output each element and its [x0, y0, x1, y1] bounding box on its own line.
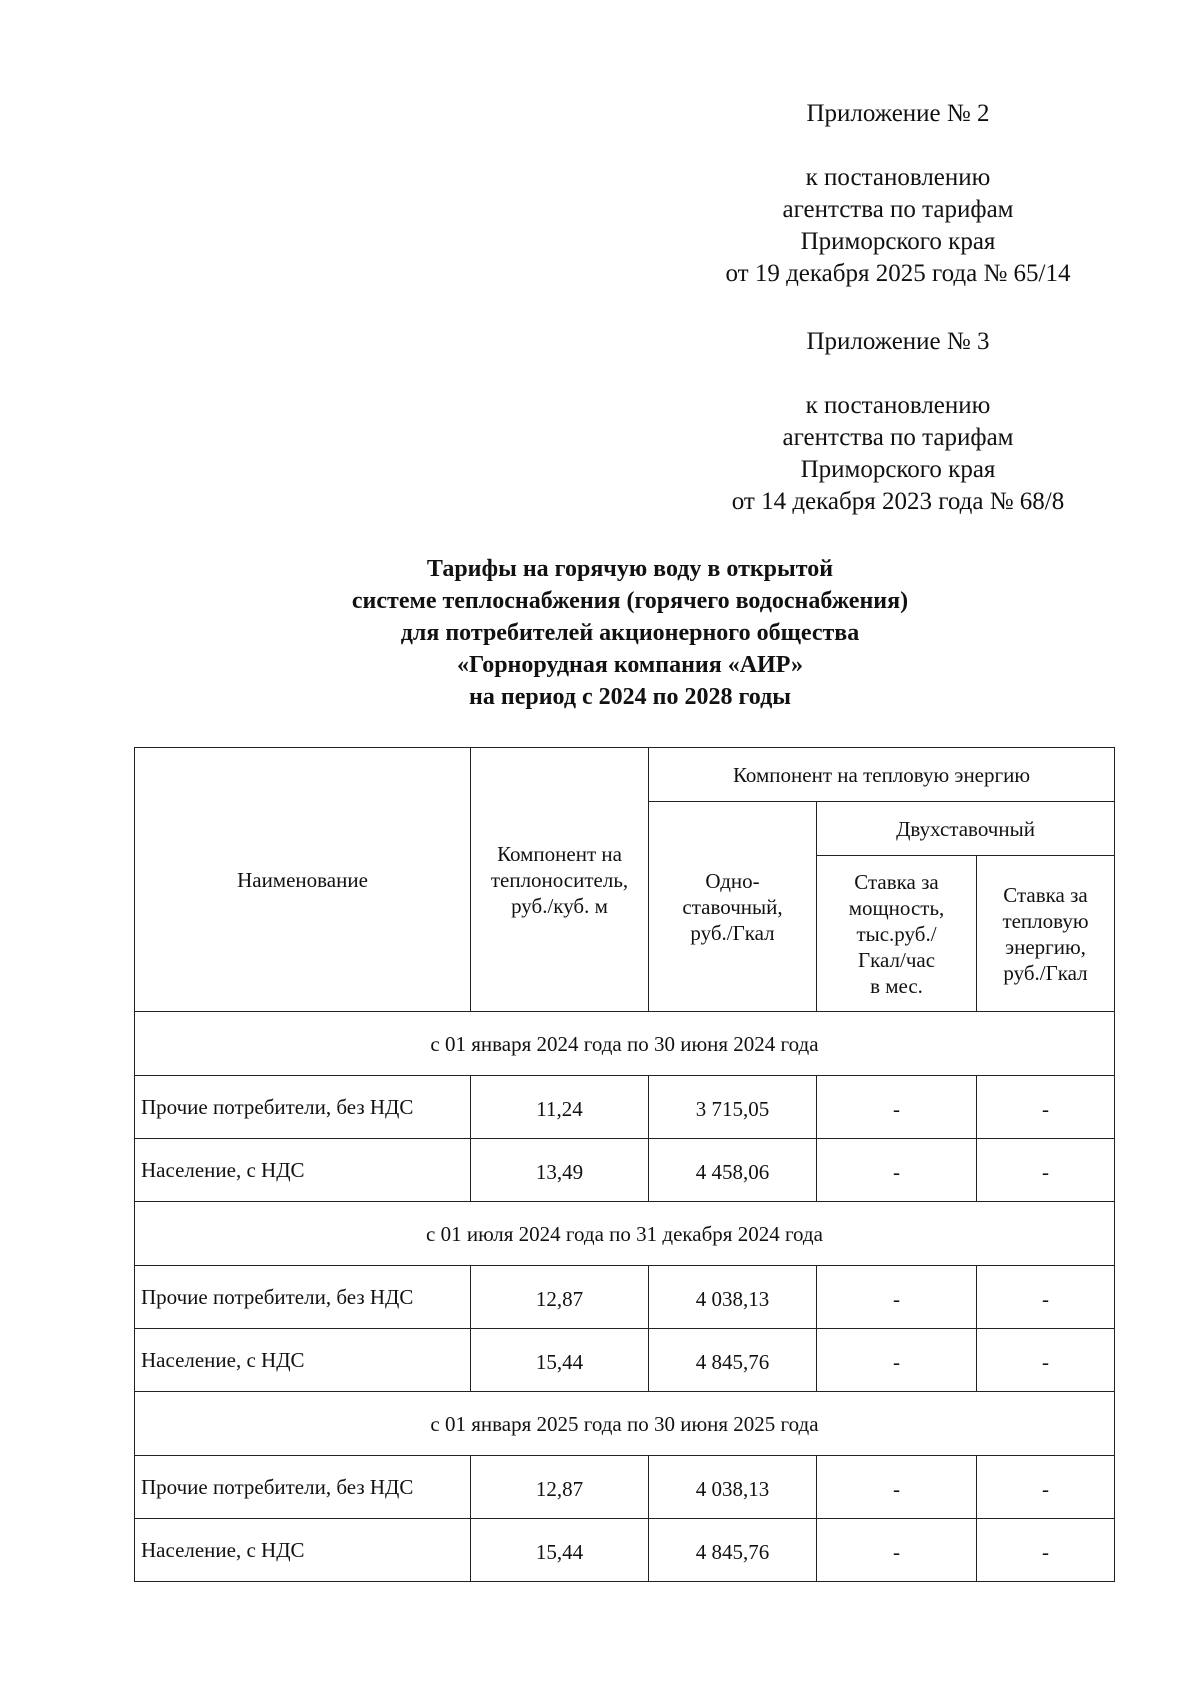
row-carrier: 15,44 — [471, 1329, 649, 1392]
row-carrier: 11,24 — [471, 1076, 649, 1139]
row-one-rate: 4 845,76 — [649, 1519, 817, 1582]
appendix-3-line: агентства по тарифам — [782, 424, 1014, 451]
period-row — [135, 1202, 1115, 1266]
title-line: системе теплоснабжения (горячего водоснабжения) — [351, 588, 909, 614]
row-name: Прочие потребители, без НДС — [135, 1266, 471, 1329]
table-row — [135, 1456, 1115, 1519]
header-energy-group: Компонент на тепловую энергию — [649, 748, 1115, 802]
header-capacity: Ставка за мощность, тыс.руб./ Гкал/час в мес. — [817, 856, 977, 1012]
period-label: с 01 января 2025 года по 30 июня 2025 года — [135, 1392, 1115, 1456]
row-capacity: - — [817, 1519, 977, 1582]
header-name: Наименование — [135, 748, 471, 1012]
header-carrier: Компонент на теплоноситель, руб./куб. м — [471, 748, 649, 1012]
row-capacity: - — [817, 1076, 977, 1139]
row-one-rate: 4 845,76 — [649, 1329, 817, 1392]
appendix-3-line: к постановлению — [805, 392, 991, 419]
row-energy: - — [977, 1329, 1115, 1392]
row-name: Население, с НДС — [135, 1519, 471, 1582]
title-line: для потребителей акционерного общества — [400, 620, 860, 646]
row-capacity: - — [817, 1329, 977, 1392]
row-name: Прочие потребители, без НДС — [135, 1076, 471, 1139]
title-line: «Горнорудная компания «АИР» — [457, 652, 803, 678]
row-one-rate: 3 715,05 — [649, 1076, 817, 1139]
period-label: с 01 июля 2024 года по 31 декабря 2024 года — [135, 1202, 1115, 1266]
appendix-2-line: Приморского края — [800, 228, 996, 255]
appendix-2-title: Приложение № 2 — [806, 100, 990, 127]
document-title — [0, 553, 1200, 713]
row-energy: - — [977, 1076, 1115, 1139]
appendix-2-date: от 19 декабря 2025 года № 65/14 — [725, 260, 1071, 287]
row-name: Прочие потребители, без НДС — [135, 1456, 471, 1519]
header-one-rate: Одно- ставочный, руб./Гкал — [649, 802, 817, 1012]
tariffs-table — [134, 747, 1115, 1582]
title-line: Тарифы на горячую воду в открытой — [426, 556, 834, 582]
period-row — [135, 1012, 1115, 1076]
row-energy: - — [977, 1456, 1115, 1519]
row-capacity: - — [817, 1266, 977, 1329]
row-one-rate: 4 458,06 — [649, 1139, 817, 1202]
table-row — [135, 1329, 1115, 1392]
row-capacity: - — [817, 1139, 977, 1202]
appendix-3-block — [688, 326, 1108, 518]
row-carrier: 12,87 — [471, 1456, 649, 1519]
appendix-2-line: агентства по тарифам — [782, 196, 1014, 223]
row-carrier: 12,87 — [471, 1266, 649, 1329]
header-energy-rate: Ставка за тепловую энергию, руб./Гкал — [977, 856, 1115, 1012]
table-row — [135, 1076, 1115, 1139]
row-carrier: 13,49 — [471, 1139, 649, 1202]
appendix-2-line: к постановлению — [805, 164, 991, 191]
table-row — [135, 1266, 1115, 1329]
row-energy: - — [977, 1139, 1115, 1202]
title-line: на период с 2024 по 2028 годы — [469, 684, 791, 710]
table-row — [135, 1519, 1115, 1582]
row-energy: - — [977, 1266, 1115, 1329]
header-two-rate: Двухставочный — [817, 802, 1115, 856]
row-capacity: - — [817, 1456, 977, 1519]
row-carrier: 15,44 — [471, 1519, 649, 1582]
appendix-2-block — [688, 98, 1108, 290]
appendix-3-date: от 14 декабря 2023 года № 68/8 — [731, 488, 1065, 515]
row-name: Население, с НДС — [135, 1139, 471, 1202]
appendix-3-line: Приморского края — [800, 456, 996, 483]
row-name: Население, с НДС — [135, 1329, 471, 1392]
table-row — [135, 1139, 1115, 1202]
period-row — [135, 1392, 1115, 1456]
row-one-rate: 4 038,13 — [649, 1266, 817, 1329]
period-label: с 01 января 2024 года по 30 июня 2024 года — [135, 1012, 1115, 1076]
row-one-rate: 4 038,13 — [649, 1456, 817, 1519]
row-energy: - — [977, 1519, 1115, 1582]
appendix-3-title: Приложение № 3 — [806, 328, 990, 355]
